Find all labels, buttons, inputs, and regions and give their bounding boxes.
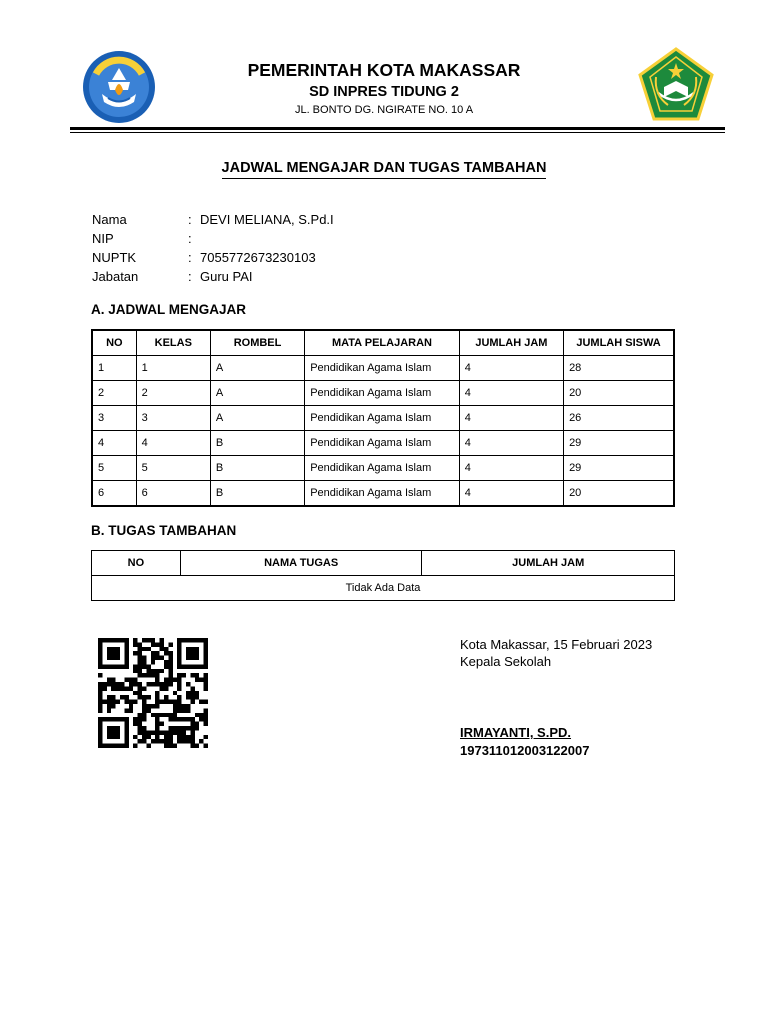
table-cell: 20 <box>564 481 674 507</box>
identity-row-nuptk <box>92 248 334 267</box>
table-cell: 3 <box>92 406 136 431</box>
qr-code-icon <box>98 638 208 748</box>
table-header-row <box>92 330 674 356</box>
section-b-title: B. TUGAS TAMBAHAN <box>91 523 237 538</box>
identity-label: Jabatan <box>92 269 139 284</box>
table-cell: 29 <box>564 456 674 481</box>
table-cell: 29 <box>564 431 674 456</box>
section-a-title: A. JADWAL MENGAJAR <box>91 302 247 317</box>
table-cell: A <box>210 356 304 381</box>
table-cell: B <box>210 481 304 507</box>
table-cell: 4 <box>459 481 563 507</box>
column-header: ROMBEL <box>210 330 304 356</box>
table-cell: 4 <box>459 431 563 456</box>
identity-colon: : <box>188 269 192 284</box>
document-title: JADWAL MENGAJAR DAN TUGAS TAMBAHAN <box>222 160 547 179</box>
identity-label: NUPTK <box>92 250 137 265</box>
identity-row-nip <box>92 229 334 248</box>
signatory <box>460 724 589 760</box>
tut-wuri-handayani-logo <box>82 50 156 124</box>
table-cell: Pendidikan Agama Islam <box>305 481 460 507</box>
column-header: MATA PELAJARAN <box>305 330 460 356</box>
table-cell: 1 <box>92 356 136 381</box>
table-cell: Pendidikan Agama Islam <box>305 431 460 456</box>
signatory-name: IRMAYANTI, S.PD. <box>460 725 572 740</box>
additional-duties-table <box>91 550 675 601</box>
column-header: NO <box>92 551 181 576</box>
identity-row-jabatan <box>92 267 334 286</box>
identity-block <box>92 210 334 286</box>
table-cell: Pendidikan Agama Islam <box>305 406 460 431</box>
table-row <box>92 381 674 406</box>
table-cell: 6 <box>136 481 210 507</box>
document-title-wrap <box>0 159 768 177</box>
table-cell: 2 <box>92 381 136 406</box>
teaching-schedule-table <box>91 329 675 507</box>
table-cell: 4 <box>136 431 210 456</box>
identity-colon: : <box>188 231 192 246</box>
header-school-name: SD INPRES TIDUNG 2 <box>309 84 459 100</box>
table-cell: 28 <box>564 356 674 381</box>
table-cell: Pendidikan Agama Islam <box>305 381 460 406</box>
table-cell: 4 <box>459 406 563 431</box>
identity-value: DEVI MELIANA, S.Pd.I <box>200 212 334 227</box>
table-row <box>92 481 674 507</box>
table-row <box>92 576 675 601</box>
table-cell: 2 <box>136 381 210 406</box>
identity-label: NIP <box>92 231 114 246</box>
table-cell: 1 <box>136 356 210 381</box>
signature-block <box>460 636 652 670</box>
table-cell: 5 <box>92 456 136 481</box>
table-cell: A <box>210 381 304 406</box>
table-cell: 4 <box>92 431 136 456</box>
table-row <box>92 356 674 381</box>
identity-value: Guru PAI <box>200 269 253 284</box>
table-cell: 6 <box>92 481 136 507</box>
column-header: NO <box>92 330 136 356</box>
table-cell: 3 <box>136 406 210 431</box>
column-header: JUMLAH JAM <box>422 551 675 576</box>
signature-role: Kepala Sekolah <box>460 654 552 669</box>
table-cell: 4 <box>459 381 563 406</box>
header-divider-thin <box>70 132 725 133</box>
table-cell: 4 <box>459 356 563 381</box>
identity-colon: : <box>188 250 192 265</box>
table-row <box>92 456 674 481</box>
identity-label: Nama <box>92 212 127 227</box>
header-divider-thick <box>70 127 725 130</box>
table-cell: B <box>210 456 304 481</box>
identity-colon: : <box>188 212 192 227</box>
table-cell: 5 <box>136 456 210 481</box>
column-header: KELAS <box>136 330 210 356</box>
table-cell: 20 <box>564 381 674 406</box>
table-row <box>92 406 674 431</box>
column-header: JUMLAH SISWA <box>564 330 674 356</box>
table-cell: A <box>210 406 304 431</box>
signature-place-date: Kota Makassar, 15 Februari 2023 <box>460 637 653 652</box>
identity-row-nama <box>92 210 334 229</box>
table-cell: Pendidikan Agama Islam <box>305 456 460 481</box>
table-cell: Pendidikan Agama Islam <box>305 356 460 381</box>
column-header: JUMLAH JAM <box>459 330 563 356</box>
table-cell: B <box>210 431 304 456</box>
empty-state-text: Tidak Ada Data <box>92 576 675 601</box>
kemenag-logo <box>638 47 714 123</box>
header-address: JL. BONTO DG. NGIRATE NO. 10 A <box>294 104 474 116</box>
header-government: PEMERINTAH KOTA MAKASSAR <box>247 60 521 80</box>
table-row <box>92 431 674 456</box>
identity-value: 7055772673230103 <box>200 250 316 265</box>
table-header-row <box>92 551 675 576</box>
table-cell: 26 <box>564 406 674 431</box>
table-cell: 4 <box>459 456 563 481</box>
column-header: NAMA TUGAS <box>180 551 422 576</box>
signatory-nip: 197311012003122007 <box>460 743 590 758</box>
